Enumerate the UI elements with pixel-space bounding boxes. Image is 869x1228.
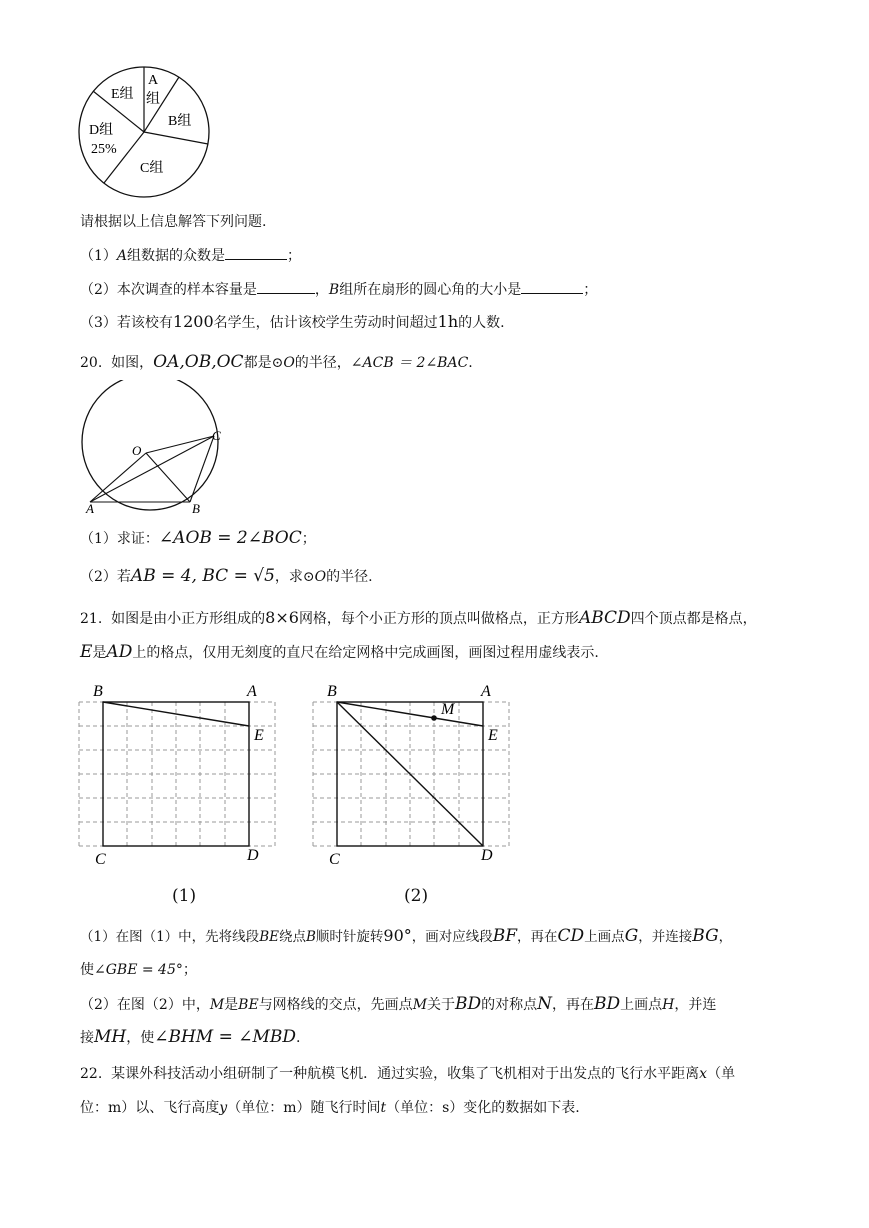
fig1-label-c: C	[95, 851, 106, 868]
q21-part2-line1: （2）在图（2）中，M是BE与网格线的交点，先画点M关于BD的对称点N，再在BD上画点H，并连	[80, 994, 717, 1014]
q20-stem: 20. 如图，OA,OB,OC都是⊙O的半径，∠ACB ＝ 2∠BAC.	[80, 352, 473, 372]
q19-part2: （2）本次调查的样本容量是 ，B组所在扇形的圆心角的大小是 ；	[80, 279, 597, 300]
pie-label-a-2: 组	[146, 92, 160, 107]
grid-figure-1	[70, 676, 290, 872]
fig2-label-b: B	[327, 683, 337, 700]
q19-intro: 请根据以上信息解答下列问题.	[80, 214, 267, 230]
fig1-label-e: E	[254, 727, 264, 744]
point-m	[431, 715, 437, 721]
q21-part1-line2: 使∠GBE = 45°；	[80, 962, 197, 978]
q21-part1-line1: （1）在图（1）中，先将线段BE绕点B顺时针旋转90°，画对应线段BF，再在CD上画点G，并连接BG，	[80, 926, 733, 946]
point-label-b: B	[192, 501, 200, 516]
q21-part2-line2: 接MH，使∠BHM = ∠MBD.	[80, 1027, 301, 1047]
point-label-c: C	[212, 428, 221, 443]
point-label-a: A	[86, 501, 94, 516]
segment-bc	[190, 436, 214, 502]
answer-blank	[225, 245, 287, 260]
q22-stem-line2: 位：m）以、飞行高度y（单位：m）随飞行时间t（单位：s）变化的数据如下表.	[80, 1100, 580, 1116]
q21-stem-line1: 21. 如图是由小正方形组成的8×6网格，每个小正方形的顶点叫做格点，正方形ABCD四个顶点都是格点，	[80, 608, 757, 628]
q20-part1: （1）求证：∠AOB = 2∠BOC；	[80, 528, 316, 548]
fig2-label-e: E	[488, 727, 498, 744]
pie-divider-b-c	[144, 132, 208, 144]
fig2-label-m: M	[441, 701, 455, 718]
pie-divider-c-d	[104, 132, 144, 183]
q21-stem-line2: E是AD上的格点，仅用无刻度的直尺在给定网格中完成画图，画图过程用虚线表示.	[80, 642, 599, 662]
pie-chart-figure	[74, 66, 216, 200]
pie-label-d: D组	[89, 123, 114, 138]
fig1-label-d: D	[247, 847, 259, 864]
pie-label-d-percent: 25%	[91, 142, 117, 157]
pie-label-b: B组	[168, 114, 192, 129]
segment-oa	[90, 453, 146, 502]
fig2-label-a: A	[481, 683, 491, 700]
fig2-label-c: C	[329, 851, 340, 868]
fig2-label-d: D	[481, 847, 493, 864]
circle-figure	[74, 380, 234, 516]
q22-stem-line1: 22. 某课外科技活动小组研制了一种航模飞机．通过实验，收集了飞机相对于出发点的飞行水平距离x（单	[80, 1066, 736, 1082]
q19-part1: （1）A组数据的众数是 ；	[80, 245, 301, 266]
pie-label-c: C组	[140, 161, 164, 176]
grid-figure-2	[304, 676, 524, 872]
pie-label-e: E组	[111, 87, 134, 102]
fig1-caption: (1)	[172, 886, 197, 906]
answer-blank	[257, 279, 315, 294]
point-label-o: O	[132, 443, 142, 458]
fig2-caption: (2)	[404, 886, 429, 906]
answer-blank	[521, 279, 583, 294]
q20-part2: （2）若AB = 4, BC = √5，求⊙O的半径.	[80, 566, 373, 586]
pie-label-a-1: A	[148, 73, 159, 88]
fig1-label-b: B	[93, 683, 103, 700]
q19-part3: （3）若该校有1200名学生，估计该校学生劳动时间超过1h的人数.	[80, 312, 505, 331]
segment-oc	[146, 436, 214, 453]
fig1-label-a: A	[247, 683, 257, 700]
